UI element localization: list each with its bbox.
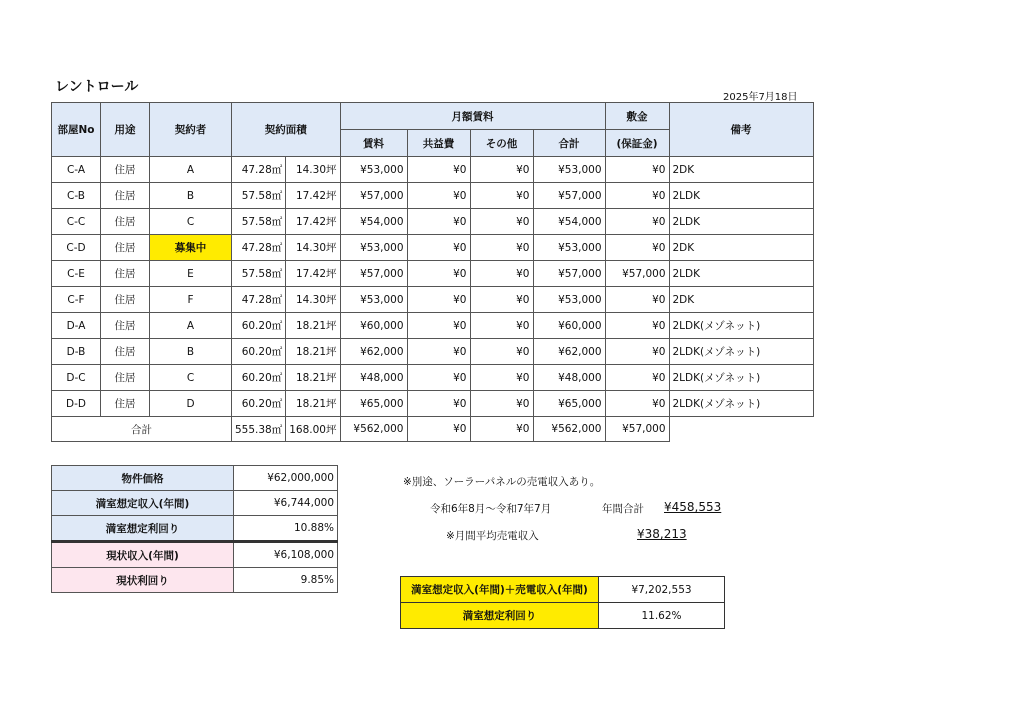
cell-area-tsubo: 14.30坪 [286, 287, 340, 313]
cell-deposit: ¥0 [605, 313, 669, 339]
table-row [52, 157, 814, 183]
cell-monthly-total: ¥48,000 [533, 365, 605, 391]
cell-use: 住居 [101, 339, 150, 365]
cell-tenant: D [150, 391, 232, 417]
cell-rent: ¥48,000 [340, 365, 407, 391]
table-row [52, 235, 814, 261]
cell-monthly-total: ¥57,000 [533, 183, 605, 209]
cell-remarks: 2LDK [669, 183, 813, 209]
cell-tenant: C [150, 365, 232, 391]
cell-area-tsubo: 18.21坪 [286, 365, 340, 391]
cell-common-fee: ¥0 [407, 157, 470, 183]
totals-common: ¥0 [407, 417, 470, 442]
header-tenant: 契約者 [150, 103, 232, 157]
cell-remarks: 2LDK [669, 209, 813, 235]
totals-total: ¥562,000 [533, 417, 605, 442]
totals-deposit: ¥57,000 [605, 417, 669, 442]
cell-area-tsubo: 17.42坪 [286, 261, 340, 287]
cell-monthly-total: ¥53,000 [533, 157, 605, 183]
cell-common-fee: ¥0 [407, 183, 470, 209]
cell-remarks: 2LDK(メゾネット) [669, 339, 813, 365]
current-yield-label: 現状利回り [52, 568, 234, 593]
full-income-value: ¥6,744,000 [234, 491, 338, 516]
combined-yield-table [400, 576, 725, 629]
cell-other-fee: ¥0 [470, 209, 533, 235]
totals-blank [669, 417, 813, 442]
full-yield-label: 満室想定利回り [52, 516, 234, 542]
header-area: 契約面積 [232, 103, 341, 157]
cell-area-tsubo: 17.42坪 [286, 209, 340, 235]
cell-tenant: A [150, 313, 232, 339]
cell-area-sqm: 60.20㎡ [232, 391, 286, 417]
current-income-label: 現状収入(年間) [52, 542, 234, 568]
document-date: 2025年7月18日 [723, 92, 798, 103]
table-row [52, 287, 814, 313]
cell-rent: ¥54,000 [340, 209, 407, 235]
cell-room-no: C-F [52, 287, 101, 313]
cell-use: 住居 [101, 183, 150, 209]
cell-other-fee: ¥0 [470, 235, 533, 261]
cell-common-fee: ¥0 [407, 391, 470, 417]
solar-period: 令和6年8月～令和7年7月 [430, 503, 552, 515]
cell-room-no: C-D [52, 235, 101, 261]
solar-monthly-label: ※月間平均売電収入 [446, 530, 539, 542]
cell-rent: ¥57,000 [340, 261, 407, 287]
cell-common-fee: ¥0 [407, 339, 470, 365]
rent-roll-table [51, 102, 814, 442]
cell-use: 住居 [101, 391, 150, 417]
cell-remarks: 2LDK(メゾネット) [669, 365, 813, 391]
totals-tsubo: 168.00坪 [286, 417, 340, 442]
cell-common-fee: ¥0 [407, 365, 470, 391]
cell-deposit: ¥0 [605, 339, 669, 365]
cell-deposit: ¥57,000 [605, 261, 669, 287]
cell-tenant: E [150, 261, 232, 287]
cell-other-fee: ¥0 [470, 391, 533, 417]
totals-other: ¥0 [470, 417, 533, 442]
cell-tenant: 募集中 [150, 235, 232, 261]
cell-area-sqm: 60.20㎡ [232, 365, 286, 391]
cell-monthly-total: ¥62,000 [533, 339, 605, 365]
table-row [52, 391, 814, 417]
totals-sqm: 555.38㎡ [232, 417, 286, 442]
cell-other-fee: ¥0 [470, 339, 533, 365]
cell-deposit: ¥0 [605, 365, 669, 391]
cell-other-fee: ¥0 [470, 313, 533, 339]
cell-area-sqm: 47.28㎡ [232, 287, 286, 313]
cell-monthly-total: ¥54,000 [533, 209, 605, 235]
cell-monthly-total: ¥53,000 [533, 235, 605, 261]
cell-remarks: 2DK [669, 287, 813, 313]
full-income-label: 満室想定収入(年間) [52, 491, 234, 516]
cell-common-fee: ¥0 [407, 313, 470, 339]
cell-rent: ¥57,000 [340, 183, 407, 209]
cell-other-fee: ¥0 [470, 261, 533, 287]
cell-other-fee: ¥0 [470, 287, 533, 313]
cell-rent: ¥60,000 [340, 313, 407, 339]
cell-rent: ¥53,000 [340, 157, 407, 183]
cell-monthly-total: ¥57,000 [533, 261, 605, 287]
cell-other-fee: ¥0 [470, 157, 533, 183]
cell-rent: ¥65,000 [340, 391, 407, 417]
header-deposit: 敷金 [605, 103, 669, 130]
table-row [52, 261, 814, 287]
cell-other-fee: ¥0 [470, 183, 533, 209]
cell-common-fee: ¥0 [407, 235, 470, 261]
cell-area-sqm: 57.58㎡ [232, 183, 286, 209]
table-row [52, 313, 814, 339]
totals-rent: ¥562,000 [340, 417, 407, 442]
cell-common-fee: ¥0 [407, 209, 470, 235]
cell-rent: ¥53,000 [340, 287, 407, 313]
solar-monthly-value: ¥38,213 [637, 527, 687, 541]
cell-use: 住居 [101, 157, 150, 183]
cell-deposit: ¥0 [605, 209, 669, 235]
cell-room-no: D-D [52, 391, 101, 417]
cell-area-sqm: 57.58㎡ [232, 261, 286, 287]
cell-use: 住居 [101, 209, 150, 235]
cell-use: 住居 [101, 313, 150, 339]
cell-area-tsubo: 14.30坪 [286, 157, 340, 183]
solar-annual-value: ¥458,553 [664, 500, 722, 514]
combined-yield-label: 満室想定利回り [401, 603, 599, 629]
cell-monthly-total: ¥60,000 [533, 313, 605, 339]
cell-area-sqm: 47.28㎡ [232, 157, 286, 183]
table-row [52, 209, 814, 235]
page-title: レントロール [55, 79, 139, 95]
header-remarks: 備考 [669, 103, 813, 157]
cell-rent: ¥62,000 [340, 339, 407, 365]
cell-rent: ¥53,000 [340, 235, 407, 261]
cell-use: 住居 [101, 235, 150, 261]
cell-area-sqm: 60.20㎡ [232, 313, 286, 339]
header-rent: 賃料 [340, 130, 407, 157]
price-label: 物件価格 [52, 466, 234, 491]
cell-area-tsubo: 18.21坪 [286, 313, 340, 339]
cell-remarks: 2DK [669, 235, 813, 261]
cell-use: 住居 [101, 287, 150, 313]
cell-deposit: ¥0 [605, 183, 669, 209]
cell-area-tsubo: 18.21坪 [286, 339, 340, 365]
cell-area-sqm: 57.58㎡ [232, 209, 286, 235]
cell-tenant: B [150, 339, 232, 365]
header-use: 用途 [101, 103, 150, 157]
table-row [52, 339, 814, 365]
cell-deposit: ¥0 [605, 235, 669, 261]
cell-room-no: C-E [52, 261, 101, 287]
header-monthly-rent: 月額賃料 [340, 103, 605, 130]
cell-tenant: B [150, 183, 232, 209]
header-deposit-sub: (保証金) [605, 130, 669, 157]
solar-note: ※別途、ソーラーパネルの売電収入あり。 [403, 476, 601, 488]
cell-deposit: ¥0 [605, 287, 669, 313]
cell-area-tsubo: 17.42坪 [286, 183, 340, 209]
cell-deposit: ¥0 [605, 391, 669, 417]
combined-income-label: 満室想定収入(年間)＋売電収入(年間) [401, 577, 599, 603]
cell-area-sqm: 60.20㎡ [232, 339, 286, 365]
header-other: その他 [470, 130, 533, 157]
cell-monthly-total: ¥65,000 [533, 391, 605, 417]
cell-use: 住居 [101, 261, 150, 287]
cell-remarks: 2LDK(メゾネット) [669, 391, 813, 417]
cell-other-fee: ¥0 [470, 365, 533, 391]
cell-remarks: 2LDK [669, 261, 813, 287]
cell-room-no: C-A [52, 157, 101, 183]
cell-use: 住居 [101, 365, 150, 391]
cell-common-fee: ¥0 [407, 287, 470, 313]
cell-room-no: D-B [52, 339, 101, 365]
cell-deposit: ¥0 [605, 157, 669, 183]
header-room: 部屋No [52, 103, 101, 157]
header-common-fee: 共益費 [407, 130, 470, 157]
cell-area-tsubo: 14.30坪 [286, 235, 340, 261]
cell-tenant: F [150, 287, 232, 313]
cell-room-no: C-B [52, 183, 101, 209]
cell-tenant: C [150, 209, 232, 235]
table-row [52, 183, 814, 209]
price-value: ¥62,000,000 [234, 466, 338, 491]
investment-summary-table [51, 465, 338, 593]
header-subtotal: 合計 [533, 130, 605, 157]
combined-yield-value: 11.62% [599, 603, 725, 629]
current-yield-value: 9.85% [234, 568, 338, 593]
cell-remarks: 2DK [669, 157, 813, 183]
cell-area-sqm: 47.28㎡ [232, 235, 286, 261]
totals-label: 合計 [52, 417, 232, 442]
full-yield-value: 10.88% [234, 516, 338, 542]
cell-room-no: D-C [52, 365, 101, 391]
table-row [52, 365, 814, 391]
cell-common-fee: ¥0 [407, 261, 470, 287]
totals-row [52, 417, 814, 442]
cell-remarks: 2LDK(メゾネット) [669, 313, 813, 339]
solar-annual-label: 年間合計 [602, 503, 644, 515]
cell-monthly-total: ¥53,000 [533, 287, 605, 313]
current-income-value: ¥6,108,000 [234, 542, 338, 568]
cell-room-no: D-A [52, 313, 101, 339]
cell-area-tsubo: 18.21坪 [286, 391, 340, 417]
cell-room-no: C-C [52, 209, 101, 235]
cell-tenant: A [150, 157, 232, 183]
combined-income-value: ¥7,202,553 [599, 577, 725, 603]
